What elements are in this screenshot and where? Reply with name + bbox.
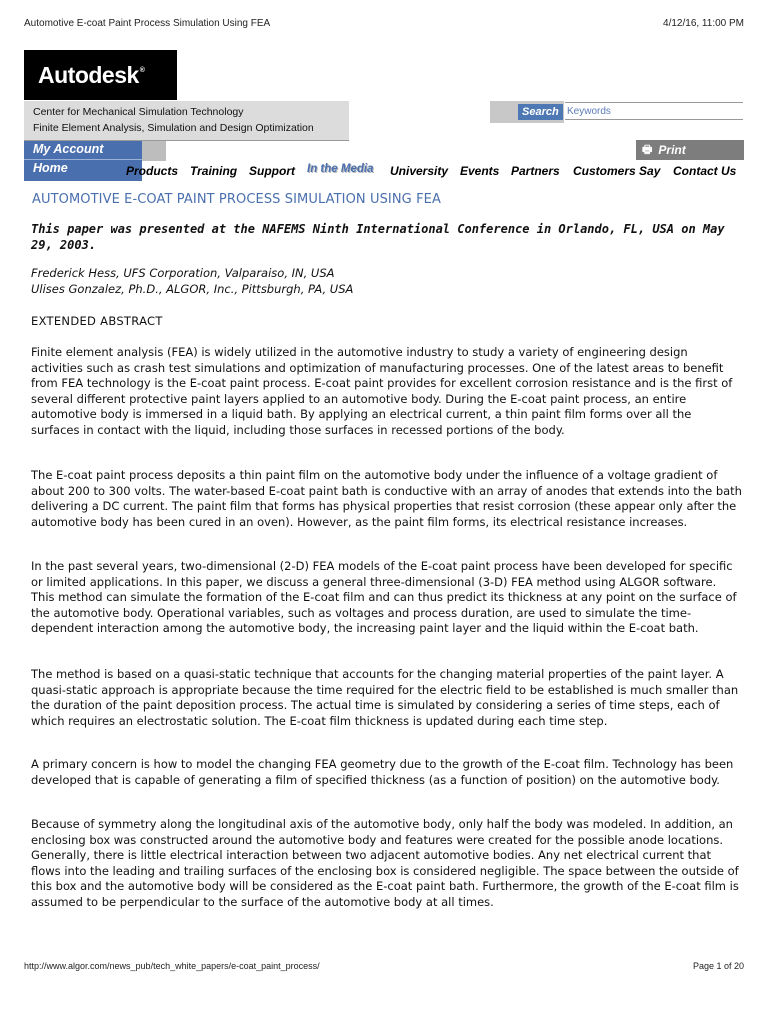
autodesk-logo[interactable] <box>24 50 177 100</box>
nav-support[interactable]: Support <box>249 164 295 178</box>
my-account-link[interactable]: My Account <box>33 142 104 156</box>
paragraph-1: Finite element analysis (FEA) is widely utilized in the automotive industry to study a variety of engineering design activities such as crash test simulations and optimization of manufacturing processes. One of the latest areas to benefit from FEA technology is the E-coat paint process. E-coat paint provides for excellent corrosion resistance and is the first of several different protective paint layers applied to an automotive body. During the E-coat paint process, an entire automotive body is immersed in a liquid bath. By applying an electrical current, a thin paint film forms over all the surfaces in contact with the liquid, including those surfaces in recessed portions of the body. <box>31 345 733 437</box>
print-button[interactable] <box>636 140 744 160</box>
print-header-title: Automotive E-coat Paint Process Simulation Using FEA <box>24 18 271 29</box>
print-header <box>24 18 744 29</box>
paragraph-2: The E-coat paint process deposits a thin paint film on the automotive body under the influence of a voltage gradient of about 200 to 300 volts. The water-based E-coat paint bath is conductive with an array of anodes that extends into the bath delivering a DC current. The paint film that forms has physical properties that resist corrosion (these appear only after the automotive body has been cured in an oven). However, as the paint film forms, its electrical resistance increases. <box>31 468 742 529</box>
author-2: Ulises Gonzalez, Ph.D., ALGOR, Inc., Pittsburgh, PA, USA <box>31 282 354 296</box>
registered-mark-icon: ® <box>139 66 145 74</box>
search-input[interactable] <box>565 102 743 120</box>
nav-customers-say[interactable]: Customers Say <box>573 164 661 178</box>
article-authors <box>31 265 741 297</box>
paragraph-6: Because of symmetry along the longitudinal axis of the automotive body, only half the body was modeled. In addition, an enclosing box was constructed around the automotive body and features were created for the possible anode locations. Generally, there is little electrical interaction between two adjacent automotive bodies. Any net electrical current that flows into the leading and trailing surfaces of the enclosing box is considered negligible. The space between the outside of this box and the automotive body will be considered as the E-coat paint bath. Furthermore, the growth of the E-coat film is assumed to be perpendicular to the surface of the automotive body at all times. <box>31 817 739 909</box>
article-intro: This paper was presented at the NAFEMS Ninth International Conference in Orlando, FL, USA on May 29, 2003. <box>31 222 725 252</box>
print-label: Print <box>658 143 686 157</box>
paragraph-3: In the past several years, two-dimensional (2-D) FEA models of the E-coat paint process have been developed for specific or limited applications. In this paper, we discuss a general three-dimensional (3-D) FEA method using ALGOR software. This method can simulate the formation of the E-coat film and can thus predict its thickness at any point on the surface of the automotive body. Operational variables, such as voltages and process duration, are used to simulate the time-dependent interaction among the automotive body, the increasing paint layer and the liquid within the E-coat bath. <box>31 559 737 635</box>
nav-training[interactable]: Training <box>190 164 238 178</box>
nav-contact-us[interactable]: Contact Us <box>673 164 737 178</box>
logo-text: Autodesk <box>38 61 139 88</box>
center-line-1: Center for Mechanical Simulation Technology <box>33 106 244 118</box>
nav-products[interactable]: Products <box>126 164 179 178</box>
nav-events[interactable]: Events <box>460 164 500 178</box>
footer-url: http://www.algor.com/news_pub/tech_white_papers/e-coat_paint_process/ <box>24 961 320 971</box>
home-link[interactable]: Home <box>33 161 68 175</box>
article-title: AUTOMOTIVE E-COAT PAINT PROCESS SIMULATION USING FEA <box>32 192 441 207</box>
search-label: Search <box>518 104 563 120</box>
print-footer <box>24 961 744 971</box>
paragraph-5: A primary concern is how to model the changing FEA geometry due to the growth of the E-coat film. Technology has been developed that is capable of generating a film of specified thickness (as a function of position) on the automotive body. <box>31 757 734 787</box>
nav-in-the-media[interactable]: In the Media <box>307 163 374 175</box>
account-divider <box>24 159 142 160</box>
print-header-datetime: 4/12/16, 11:00 PM <box>663 18 744 29</box>
search-button[interactable] <box>490 101 564 123</box>
nav-partners[interactable]: Partners <box>511 164 560 178</box>
abstract-heading: EXTENDED ABSTRACT <box>31 314 163 328</box>
center-line-2: Finite Element Analysis, Simulation and Design Optimization <box>33 122 314 134</box>
footer-page: Page 1 of 20 <box>692 961 744 971</box>
center-banner <box>24 101 349 141</box>
nav-university[interactable]: University <box>390 164 449 178</box>
printer-icon: 🖶 <box>642 143 653 156</box>
author-1: Frederick Hess, UFS Corporation, Valparaiso, IN, USA <box>31 266 335 280</box>
paragraph-4: The method is based on a quasi-static technique that accounts for the changing material properties of the paint layer. A quasi-static approach is appropriate because the time required for the electric field to be established is much smaller than the duration of the paint deposition process. The actual time is simulated by considering a series of time steps, each of which requires an electrostatic solution. The E-coat film thickness is updated during each time step. <box>31 667 739 728</box>
